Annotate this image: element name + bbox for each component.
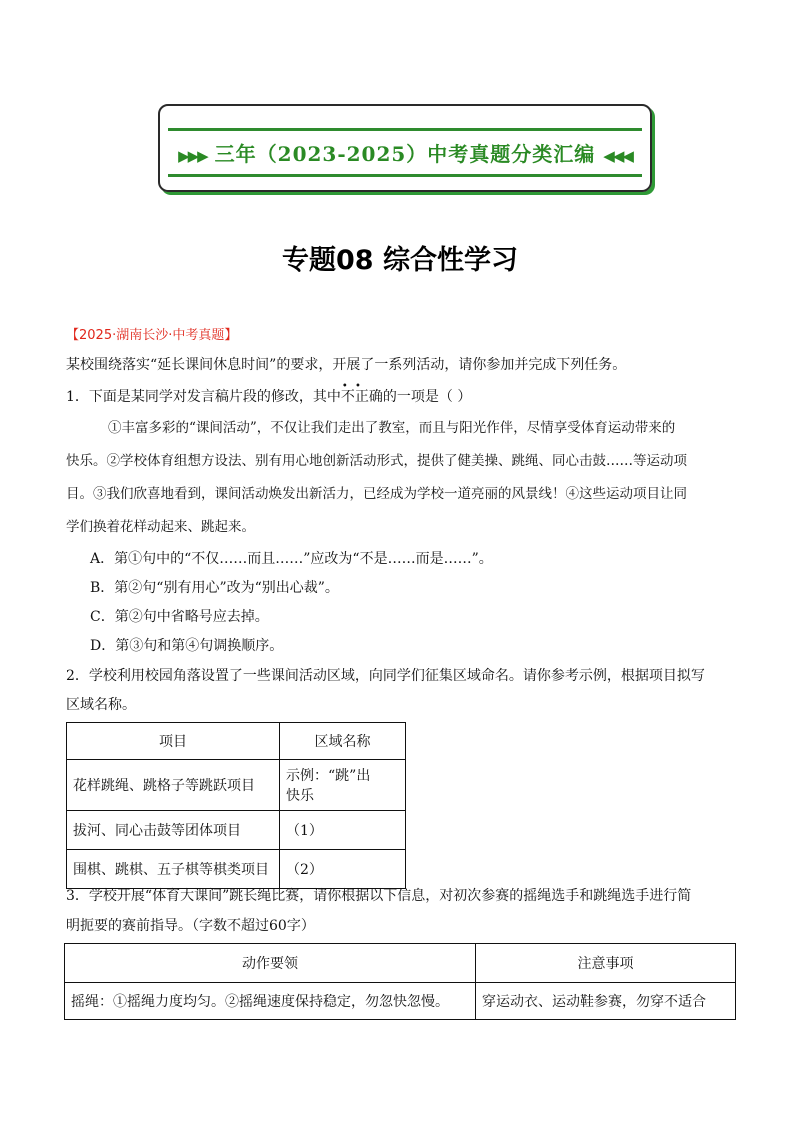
q2-stem-line: 区域名称。 <box>66 697 136 713</box>
table-row <box>67 811 406 850</box>
table-header-row <box>67 723 406 760</box>
project-cell: 拔河、同心击鼓等团体项目 <box>67 811 280 850</box>
q1-passage-line: 快乐。②学校体育组想方设法、别有用心地创新活动形式，提供了健美操、跳绳、同心击鼓……等运动项 <box>66 453 687 469</box>
series-banner <box>158 104 652 192</box>
q1-option-d: D．第③句和第④句调换顺序。 <box>90 638 284 654</box>
action-cell: 摇绳：①摇绳力度均匀。②摇绳速度保持稳定，勿忽快忽慢。 <box>65 983 476 1020</box>
q3-stem-line: 明扼要的赛前指导。（字数不超过60字） <box>66 918 315 934</box>
guidance-table <box>64 943 736 1020</box>
note-cell: 穿运动衣、运动鞋参赛，勿穿不适合 <box>476 983 736 1020</box>
banner-top-rule <box>168 128 642 131</box>
answer-blank-1[interactable]: （1） <box>280 811 406 850</box>
table-row <box>67 850 406 889</box>
q1-option-b: B．第②句“别有用心”改为“别出心裁”。 <box>90 580 339 596</box>
q1-passage-line: 学们换着花样动起来、跳起来。 <box>66 519 255 535</box>
left-arrows-icon: ◀◀◀ <box>603 147 632 165</box>
table-row <box>65 983 736 1020</box>
column-header: 动作要领 <box>65 944 476 983</box>
banner-title <box>160 138 650 167</box>
intro-text: 某校围绕落实“延长课间休息时间”的要求，开展了一系列活动，请你参加并完成下列任务。 <box>66 357 627 373</box>
table-row <box>67 760 406 811</box>
q1-stem-start: 1．下面是某同学对发言稿片段的修改，其中 <box>66 389 341 405</box>
project-cell: 花样跳绳、跳格子等跳跃项目 <box>67 760 280 811</box>
column-header: 注意事项 <box>476 944 736 983</box>
example-text: 快乐 <box>286 788 314 804</box>
answer-blank-2[interactable]: （2） <box>280 850 406 889</box>
q3-stem-line: 3．学校开展“体育大课间”跳长绳比赛，请你根据以下信息，对初次参赛的摇绳选手和跳绳选手进行简 <box>66 888 692 904</box>
right-arrows-icon: ▶▶▶ <box>178 147 207 165</box>
region-naming-table <box>66 722 406 889</box>
q1-passage-line: 目。③我们欣喜地看到，课间活动焕发出新活力，已经成为学校一道亮丽的风景线！④这些运动项目让同 <box>66 486 687 502</box>
column-header: 项目 <box>67 723 280 760</box>
banner-label: 三年（2023-2025）中考真题分类汇编 <box>214 142 596 166</box>
q2-stem-line: 2．学校利用校园角落设置了一些课间活动区域，向同学们征集区域命名。请你参考示例，根据项目拟写 <box>66 668 705 684</box>
project-cell: 围棋、跳棋、五子棋等棋类项目 <box>67 850 280 889</box>
banner-bottom-rule <box>168 174 642 177</box>
example-text: 示例：“跳”出 <box>286 768 371 784</box>
column-header: 区域名称 <box>280 723 406 760</box>
table-header-row <box>65 944 736 983</box>
q1-stem-emphasis: • • 不正确 <box>341 389 383 405</box>
region-name-cell <box>280 760 406 811</box>
q1-option-a: A．第①句中的“不仅……而且……”应改为“不是……而是……”。 <box>90 551 493 567</box>
q1-option-c: C．第②句中省略号应去掉。 <box>90 609 269 625</box>
source-tag: 【2025·湖南长沙·中考真题】 <box>66 328 238 343</box>
q1-stem-end: 的一项是（ ） <box>382 389 472 405</box>
page-title: 专题08 综合性学习 <box>282 245 518 276</box>
q1-passage-line: ①丰富多彩的“课间活动”，不仅让我们走出了教室，而且与阳光作伴，尽情享受体育运动带来的 <box>108 420 676 436</box>
q1-stem <box>66 387 471 407</box>
